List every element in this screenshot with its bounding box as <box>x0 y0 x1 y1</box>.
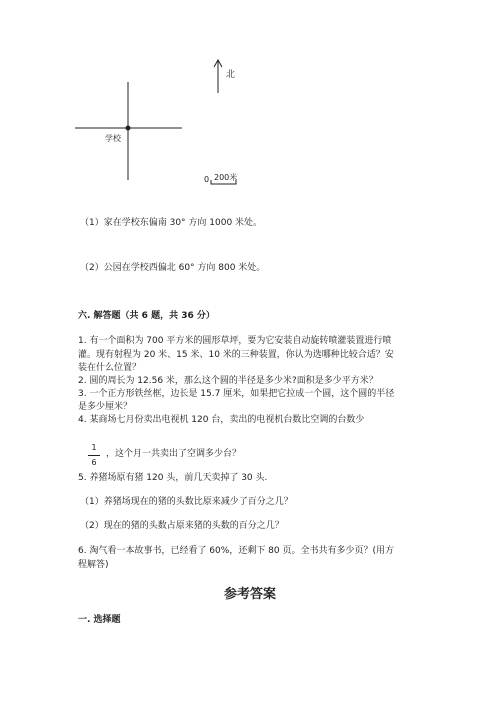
fraction-one-sixth <box>88 443 100 468</box>
problem-1-line-2: 灌。现有射程为 20 米、15 米、10 米的三种装置，你认为选哪种比较合适？安 <box>78 350 394 360</box>
fraction-denominator: 6 <box>91 458 97 467</box>
problem-6-line-1: 6. 淘气看一本故事书，已经看了 60%，还剩下 80 页。全书共有多少页？(用方 <box>78 546 394 556</box>
problem-5-sub-2: （2）现在的猪的头数占原来猪的头数的百分之几？ <box>80 521 284 531</box>
problem-3-line-1: 3. 一个正方形铁丝框，边长是 15.7 厘米，如果把它拉成一个圆，这个圆的半径 <box>78 389 395 399</box>
problem-6-line-2: 程解答) <box>78 560 109 570</box>
fraction-numerator: 1 <box>91 443 97 452</box>
problem-4-line-2: ，这个月一共卖出了空调多少台？ <box>106 449 242 459</box>
map-question-2: （2）公园在学校西偏北 60° 方向 800 米处。 <box>80 263 266 273</box>
scale-label: 200米 <box>214 173 238 182</box>
problem-4-line-1: 4. 某商场七月份卖出电视机 120 台，卖出的电视机台数比空调的台数少 <box>78 415 365 425</box>
problem-5-sub-1: （1）养猪场现在的猪的头数比原来减少了百分之几？ <box>80 497 293 507</box>
problem-5: 5. 养猪场原有猪 120 头，前几天卖掉了 30 头. <box>78 473 268 483</box>
problem-2: 2. 圆的周长为 12.56 米，那么这个圆的半径是多少米?面积是多少平方米？ <box>78 376 378 386</box>
answers-title: 参考答案 <box>223 587 276 602</box>
problem-1-line-1: 1. 有一个面积为 700 平方米的圆形草坪，要为它安装自动旋转喷灌装置进行喷 <box>78 336 392 346</box>
scale-zero-label: 0 <box>204 175 210 184</box>
section-6-title: 六. 解答题（共 6 题，共 36 分） <box>78 311 215 321</box>
north-label: 北 <box>226 70 236 80</box>
problem-3-line-2: 是多少厘米？ <box>78 402 133 412</box>
fraction-bar <box>88 455 100 456</box>
problem-1-line-3: 装在什么位置？ <box>78 363 142 373</box>
school-label: 学校 <box>105 134 121 143</box>
map-question-1: （1）家在学校东偏南 30° 方向 1000 米处。 <box>80 218 263 228</box>
school-point <box>126 126 131 131</box>
map-diagram <box>0 0 500 200</box>
answers-section-1: 一. 选择题 <box>78 615 121 625</box>
